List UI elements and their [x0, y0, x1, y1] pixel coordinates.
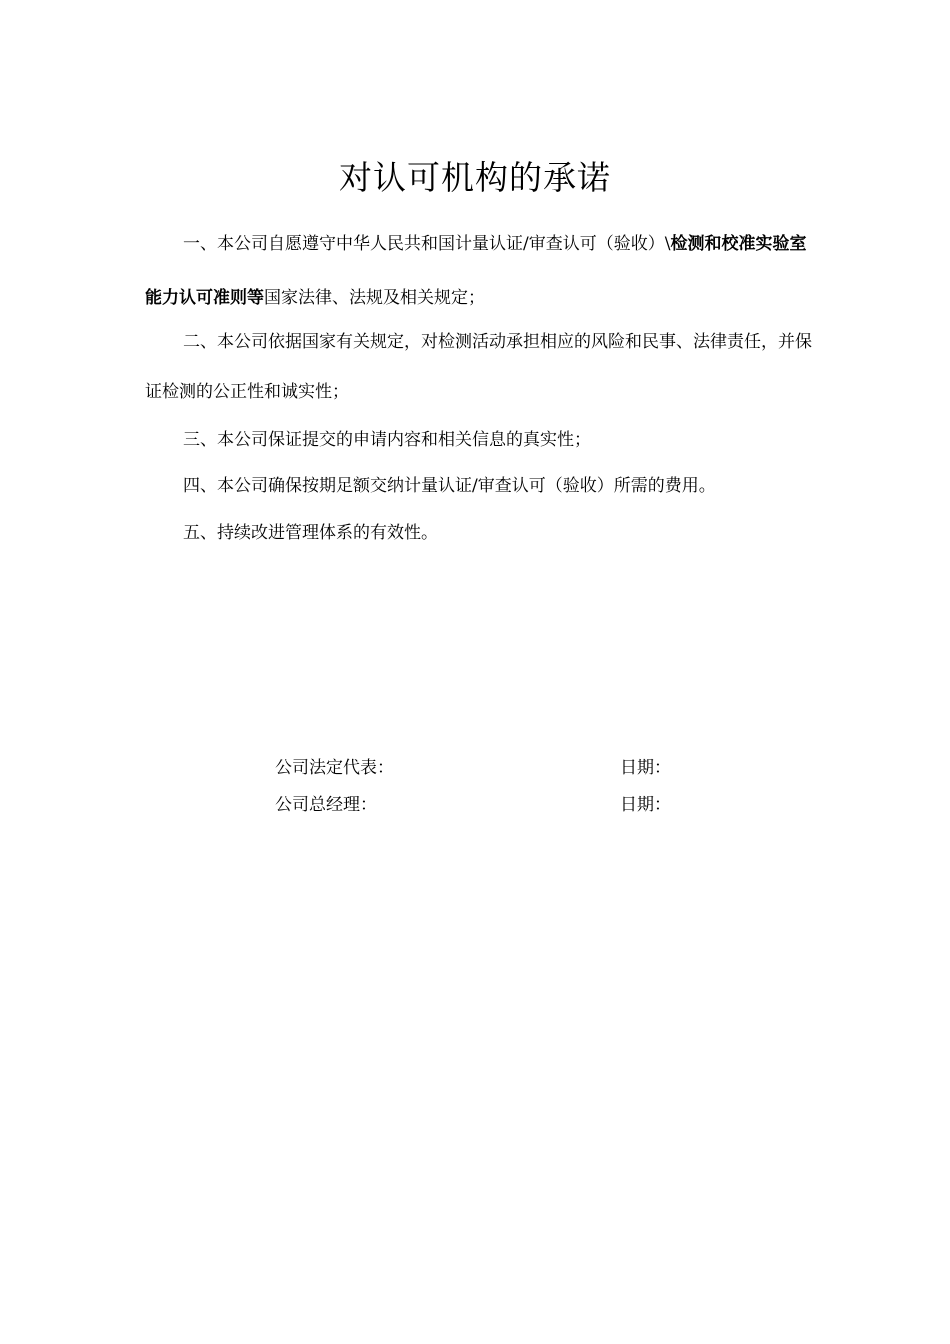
clause-1-suffix: 国家法律、法规及相关规定；	[264, 288, 485, 308]
clause-1	[145, 217, 815, 325]
general-manager-date-label: 日期：	[620, 795, 671, 815]
legal-representative-label: 公司法定代表：	[275, 758, 394, 778]
clause-1-bold-standard: 检测和校准实验室能力认可准则等	[145, 234, 807, 308]
clause-2: 二、本公司依据国家有关规定，对检测活动承担相应的风险和民事、法律责任，并保证检测的公正性和诚实性；	[145, 332, 812, 402]
legal-representative-date-label: 日期：	[620, 758, 671, 778]
clause-1-prefix: 一、本公司自愿遵守中华人民共和国计量认证/审查认可（验收）\	[183, 234, 671, 254]
general-manager-label: 公司总经理：	[275, 795, 377, 815]
clause-4: 四、本公司确保按期足额交纳计量认证/审查认可（验收）所需的费用。	[183, 476, 716, 496]
clause-3: 三、本公司保证提交的申请内容和相关信息的真实性；	[183, 430, 591, 450]
clause-5: 五、持续改进管理体系的有效性。	[183, 523, 438, 543]
document-title: 对认可机构的承诺	[339, 158, 611, 197]
